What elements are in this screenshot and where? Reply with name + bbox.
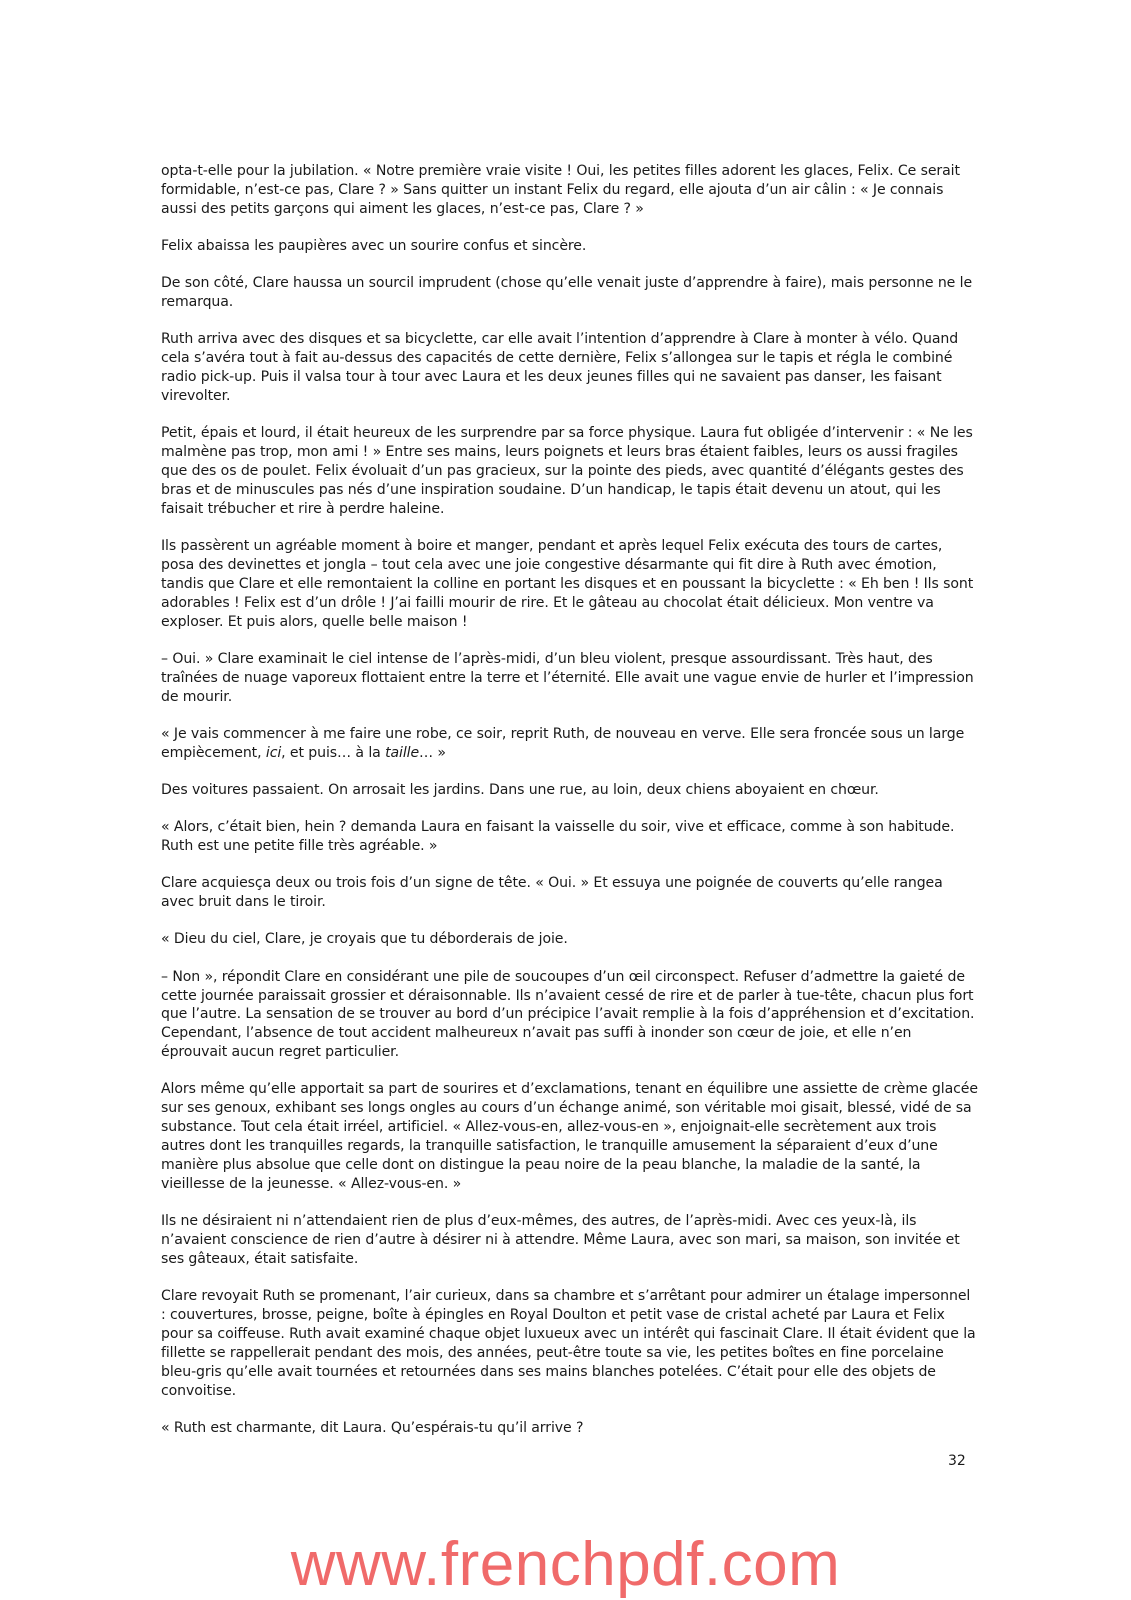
paragraph: [161, 330, 979, 406]
paragraph-text: De son côté, Clare haussa un sourcil imprudent (chose qu’elle venait juste d’apprendre à faire), mais personne ne le remarqua.: [161, 275, 973, 311]
paragraph-text: Felix abaissa les paupières avec un sourire confus et sincère.: [161, 238, 587, 255]
paragraph-text: – Non », répondit Clare en considérant une pile de soucoupes d’un œil circonspect. Refuser d’admettre la gaieté de cette journée paraissait grossier et déraisonnable. Ils n’avaient cessé de rire et de parler à tue-tête, chacun plus fort que l’autre. La sensation de se trouver au bord d’un précipice l’avait remplie à la fois d’appréhension et d’excitation. Cependant, l’absence de tout accident malheureux n’avait pas suffi à inonder son cœur de joie, et elle n’en éprouvait aucun regret particulier.: [161, 968, 975, 1061]
paragraph-text: – Oui. » Clare examinait le ciel intense de l’après-midi, d’un bleu violent, presque assourdissant. Très haut, des traînées de nuage vaporeux flottaient entre la terre et l’éternité. Elle avait une vague envie de hurler et l’impression de mourir.: [161, 650, 974, 705]
paragraph: [161, 424, 979, 519]
paragraph: [161, 930, 979, 949]
paragraph: [161, 874, 979, 912]
paragraph-text: Ils ne désiraient ni n’attendaient rien de plus d’eux-mêmes, des autres, de l’après-midi. Avec ces yeux-là, ils n’avaient conscience de rien d’autre à désirer ni à attendre. Même Laura, avec son mari, sa maison, son invitée et ses gâteaux, était satisfaite.: [161, 1213, 960, 1268]
paragraph-text: « Alors, c’était bien, hein ? demanda Laura en faisant la vaisselle du soir, vive et efficace, comme à son habitude. Ruth est une petite fille très agréable. »: [161, 819, 955, 855]
paragraph-text: , et puis… à la: [281, 744, 386, 761]
paragraph-text: opta-t-elle pour la jubilation. « Notre première vraie visite ! Oui, les petites filles adorent les glaces, Felix. Ce serait formidable, n’est-ce pas, Clare ? » Sans quitter un instant Felix du regard, elle ajouta d’un air câlin : « Je connais aussi des petits garçons qui aiment les glaces, n’est-ce pas, Clare ? »: [161, 163, 960, 217]
paragraph: [161, 237, 979, 256]
paragraph: [161, 162, 979, 219]
italic-text: ici: [265, 744, 282, 761]
paragraph-text: Ruth arriva avec des disques et sa bicyclette, car elle avait l’intention d’apprendre à Clare à monter à vélo. Quand cela s’avéra tout à fait au-dessus des capacités de cette dernière, Felix s’allongea sur le tapis et régla le combiné radio pick-up. Puis il valsa tour à tour avec Laura et les deux jeunes filles qui ne savaient pas danser, les faisant virevolter.: [161, 331, 959, 405]
paragraph-text: Clare acquiesça deux ou trois fois d’un signe de tête. « Oui. » Et essuya une poignée de couverts qu’elle rangea avec bruit dans le tiroir.: [161, 875, 943, 911]
paragraph-text: « Dieu du ciel, Clare, je croyais que tu déborderais de joie.: [161, 931, 568, 948]
paragraph: [161, 781, 979, 800]
paragraph-text: « Ruth est charmante, dit Laura. Qu’espérais-tu qu’il arrive ?: [161, 1419, 584, 1436]
paragraph: [161, 968, 979, 1063]
watermark-link[interactable]: www.frenchpdf.com: [290, 1530, 841, 1599]
paragraph-text: Alors même qu’elle apportait sa part de sourires et d’exclamations, tenant en équilibre une assiette de crème glacée sur ses genoux, exhibant ses longs ongles au cours d’un échange animé, son véritable moi gisait, blessé, vidé de sa substance. Tout cela était irréel, artificiel. « Allez-vous-en, allez-vous-en », enjoignait-elle secrètement aux trois autres dont les tranquilles regards, la tranquille satisfaction, le tranquille amusement la séparaient d’eux d’une manière plus absolue que celle dont on distingue la peau noire de la peau blanche, la maladie de la santé, la vieillesse de la jeunesse. « Allez-vous-en. »: [161, 1081, 978, 1193]
paragraph: [161, 650, 979, 707]
paragraph-text: Petit, épais et lourd, il était heureux de les surprendre par sa force physique. Laura fut obligée d’intervenir : « Ne les malmène pas trop, mon ami ! » Entre ses mains, leurs poignets et leurs bras étaient faibles, leurs os aussi fragiles que des os de poulet. Felix évoluait d’un pas gracieux, sur la pointe des pieds, avec quantité d’élégants gestes des bras et de minuscules pas nés d’une inspiration soudaine. D’un handicap, le tapis était devenu un atout, qui les faisait trébucher et rire à perdre haleine.: [161, 425, 973, 517]
paragraph: [161, 1212, 979, 1269]
paragraph-text: Ils passèrent un agréable moment à boire et manger, pendant et après lequel Felix exécuta des tours de cartes, posa des devinettes et jongla – tout cela avec une joie congestive désarmante qui fit dire à Ruth avec émotion, tandis que Clare et elle remontaient la colline en portant les disques et en poussant la bicyclette : « Eh ben ! Ils sont adorables ! Felix est d’un drôle ! J’ai failli mourir de rire. Et le gâteau au chocolat était délicieux. Mon ventre va exploser. Et puis alors, quelle belle maison !: [161, 538, 974, 630]
paragraph-text: … »: [419, 744, 446, 761]
paragraph-text: Des voitures passaient. On arrosait les jardins. Dans une rue, au loin, deux chiens aboyaient en chœur.: [161, 782, 879, 799]
italic-text: taille: [385, 744, 420, 761]
paragraph: [161, 725, 979, 763]
paragraph: [161, 1080, 979, 1193]
page-number: 32: [948, 1453, 966, 1469]
paragraph: [161, 818, 979, 856]
paragraph: [161, 1419, 979, 1438]
paragraph: [161, 537, 979, 632]
paragraph-text: Clare revoyait Ruth se promenant, l’air curieux, dans sa chambre et s’arrêtant pour admirer un étalage impersonnel : couvertures, brosse, peigne, boîte à épingles en Royal Doulton et petit vase de cristal acheté par Laura et Felix pour sa coiffeuse. Ruth avait examiné chaque objet luxueux avec un intérêt qui fascinait Clare. Il était évident que la fillette se rappellerait pendant des mois, des années, peut-être toute sa vie, les petites boîtes en fine porcelaine bleu-gris qu’elle avait tournées et retournées dans ses mains blanches potelées. C’était pour elle des objets de convoitise.: [161, 1288, 976, 1399]
paragraph: [161, 274, 979, 312]
paragraph: [161, 1287, 979, 1400]
page-body: [161, 162, 979, 1456]
paragraph-text: « Je vais commencer à me faire une robe, ce soir, reprit Ruth, de nouveau en verve. Elle sera froncée sous un large empiècement,: [161, 725, 965, 761]
